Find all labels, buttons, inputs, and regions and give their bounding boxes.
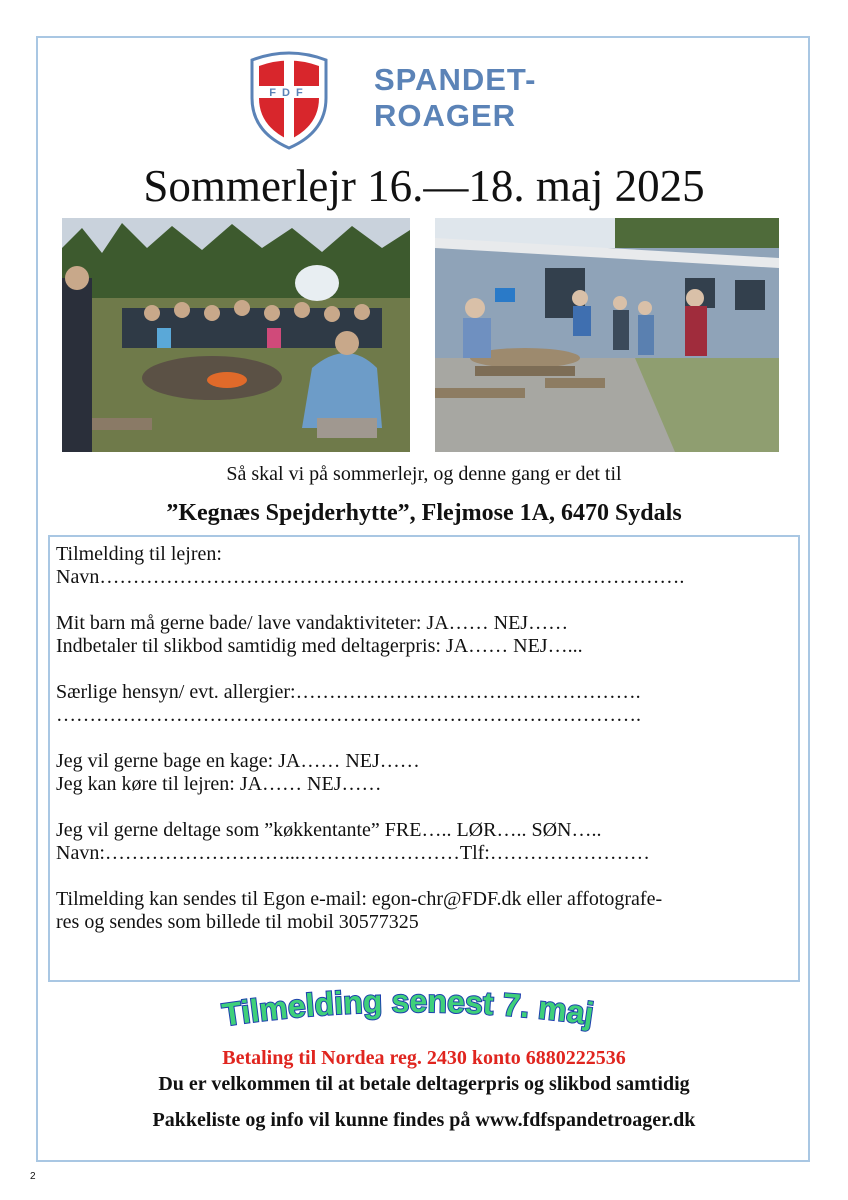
- payment-info: Betaling til Nordea reg. 2430 konto 6880222536: [222, 1047, 626, 1069]
- fdf-shield-icon: [244, 46, 334, 150]
- contact-line[interactable]: Navn:………………………...……………………Tlf:……………………: [56, 842, 650, 864]
- swim-permission-line[interactable]: Mit barn må gerne bade/ lave vandaktiviteter: JA…… NEJ……: [56, 612, 569, 634]
- campfire-photo: [62, 218, 410, 452]
- deadline-banner: [0, 986, 848, 1047]
- kiosk-payment-line[interactable]: Indbetaler til slikbod samtidig med deltagerpris: JA…… NEJ…...: [56, 635, 583, 657]
- allergy-line-2[interactable]: …………………………………………………………………………….: [56, 704, 641, 726]
- name-field-line[interactable]: Navn…………………………………………………………………………….: [56, 566, 685, 588]
- form-heading: Tilmelding til lejren:: [56, 543, 222, 565]
- page-title: Sommerlejr 16.—18. maj 2025: [143, 161, 705, 211]
- send-instructions-2: res og sendes som billede til mobil 30577325: [56, 911, 419, 933]
- welcome-note: Du er velkommen til at betale deltagerpris og slikbod samtidig: [158, 1073, 690, 1095]
- brand-name: [374, 62, 536, 134]
- send-instructions-1: Tilmelding kan sendes til Egon e-mail: egon-chr@FDF.dk eller affotografe-: [56, 888, 663, 910]
- cabin-photo: [435, 218, 779, 452]
- intro-text: Så skal vi på sommerlejr, og denne gang er det til: [226, 463, 622, 485]
- packing-list-info: Pakkeliste og info vil kunne findes på www.fdfspandetroager.dk: [152, 1109, 696, 1131]
- fdf-logo: [244, 46, 604, 150]
- kitchen-helper-line[interactable]: Jeg vil gerne deltage som ”køkkentante” FRE….. LØR….. SØN…..: [56, 819, 602, 841]
- camp-location: ”Kegnæs Spejderhytte”, Flejmose 1A, 6470 Sydals: [166, 500, 682, 526]
- registration-form: [48, 535, 800, 982]
- shield-text: FDF: [269, 87, 309, 99]
- allergy-line-1[interactable]: Særlige hensyn/ evt. allergier:…………………………………………….: [56, 681, 641, 703]
- brand-line1: SPANDET-: [374, 62, 537, 97]
- deadline-text: Tilmelding senest 7. maj: [219, 986, 597, 1033]
- bake-cake-line[interactable]: Jeg vil gerne bage en kage: JA…… NEJ……: [56, 750, 420, 772]
- brand-line2: ROAGER: [374, 98, 517, 133]
- drive-line[interactable]: Jeg kan køre til lejren: JA…… NEJ……: [56, 773, 382, 795]
- page-number: 2: [30, 1171, 36, 1182]
